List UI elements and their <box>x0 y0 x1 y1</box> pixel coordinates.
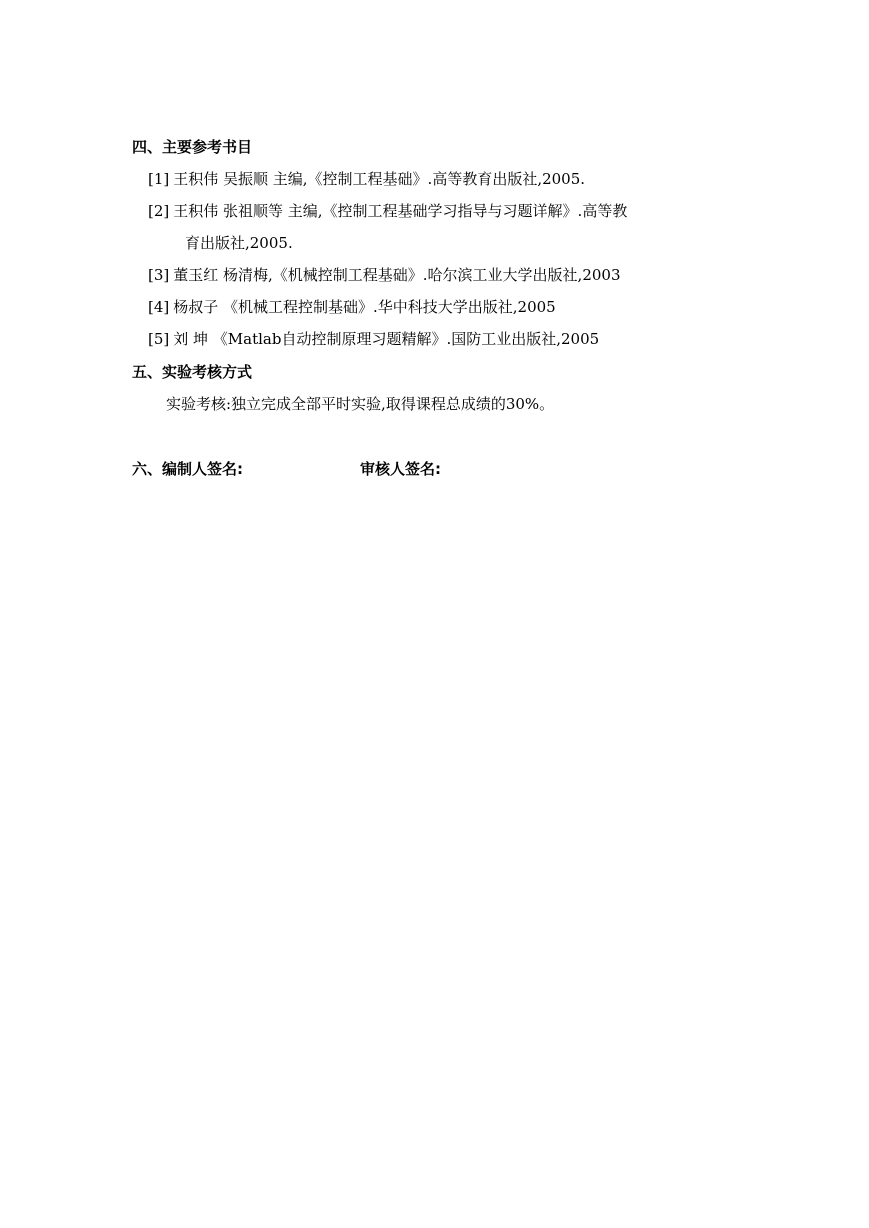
reviewer-signature-label: 审核人签名: <box>360 460 441 478</box>
reference-number: [2] <box>148 202 170 220</box>
reference-2-continuation: 育出版社,2005. <box>185 234 293 252</box>
reference-text: 杨叔子 《机械工程控制基础》.华中科技大学出版社,2005 <box>173 298 556 316</box>
reference-4 <box>148 297 556 317</box>
reference-1 <box>148 169 585 189</box>
reference-text: 王积伟 吴振顺 主编,《控制工程基础》.高等教育出版社,2005. <box>173 170 586 188</box>
reference-text: 董玉红 杨清梅,《机械控制工程基础》.哈尔滨工业大学出版社,2003 <box>173 266 621 284</box>
reference-text: 刘 坤 《Matlab自动控制原理习题精解》.国防工业出版社,2005 <box>173 330 600 348</box>
reference-number: [4] <box>148 298 170 316</box>
section-4-heading: 四、主要参考书目 <box>132 138 253 156</box>
author-signature-label: 六、编制人签名: <box>132 460 243 478</box>
reference-number: [3] <box>148 266 170 284</box>
section-5-heading: 五、实验考核方式 <box>132 363 253 381</box>
reference-5 <box>148 329 599 349</box>
reference-2 <box>148 201 627 221</box>
reference-3 <box>148 265 621 285</box>
reference-number: [1] <box>148 170 170 188</box>
reference-number: [5] <box>148 330 170 348</box>
section-5-body: 实验考核:独立完成全部平时实验,取得课程总成绩的30%。 <box>166 395 555 413</box>
signature-row <box>132 459 441 479</box>
reference-text: 王积伟 张祖顺等 主编,《控制工程基础学习指导与习题详解》.高等教 <box>173 202 628 220</box>
